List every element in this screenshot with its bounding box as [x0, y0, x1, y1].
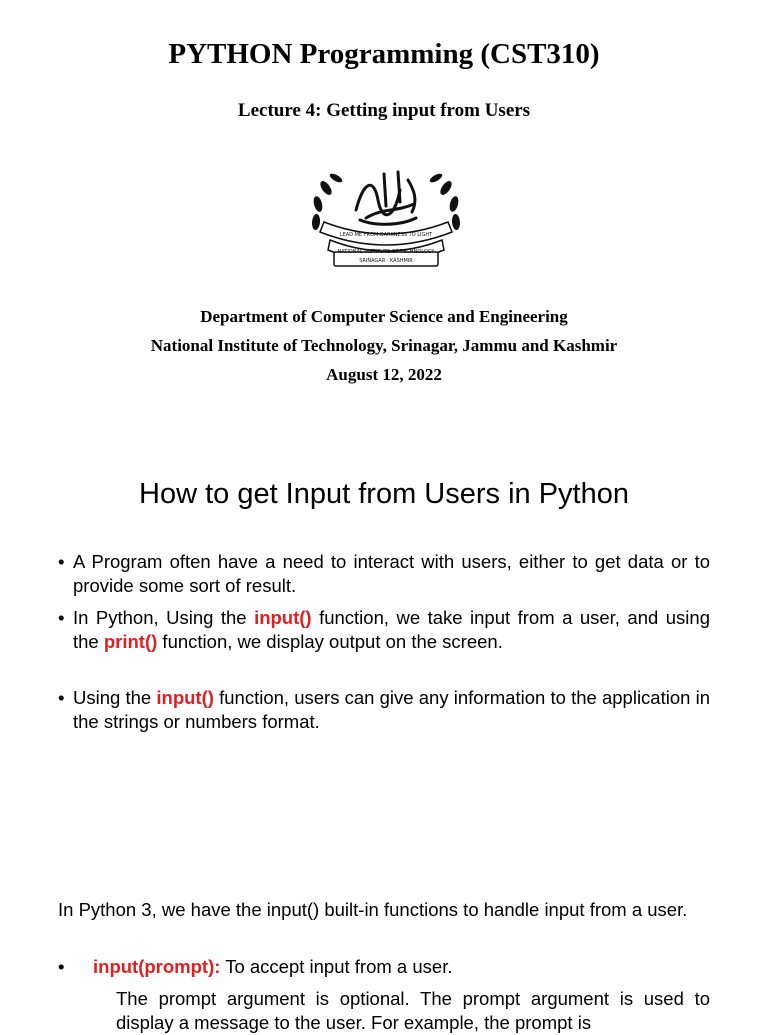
input-function-highlight: input(): [254, 607, 312, 628]
list-item: • In Python, Using the input() function, we take input from a user, and using the print() function, we display output on the screen.: [58, 606, 710, 654]
list-item: • Using the input() function, users can give any information to the application in the strings or numbers format.: [58, 686, 710, 734]
slide-title: How to get Input from Users in Python: [139, 478, 629, 510]
input-function-highlight: input(): [156, 687, 214, 708]
bullet-dot: •: [58, 956, 65, 977]
lecture-subtitle: Lecture 4: Getting input from Users: [237, 100, 531, 121]
nit-srinagar-emblem-icon: [304, 160, 468, 272]
lecture-date: August 12, 2022: [326, 365, 442, 384]
input-prompt-highlight: input(prompt):: [93, 956, 221, 977]
bullet-list: [58, 550, 710, 742]
svg-text:SRINAGAR · KASHMIR: SRINAGAR · KASHMIR: [359, 258, 413, 264]
course-title: PYTHON Programming (CST310): [168, 38, 600, 70]
title-slide: [0, 0, 768, 420]
input-builtin-slide: In Python 3, we have the input() built-in functions to handle input from a user. • input(prompt): To accept input from a user. The prompt argument is optional. The prompt argument is used to display a message to the user. For example, the prompt is: [58, 899, 710, 1033]
department-name: Department of Computer Science and Engineering: [200, 307, 568, 326]
svg-text:NATIONAL INSTITUTE OF TECHNOLO: NATIONAL INSTITUTE OF TECHNOLOGY: [337, 249, 435, 255]
prompt-description: The prompt argument is optional. The prompt argument is used to display a message to the user. For example, the prompt is: [116, 988, 710, 1033]
institute-name: National Institute of Technology, Srinagar, Jammu and Kashmir: [150, 336, 618, 355]
intro-paragraph: In Python 3, we have the input() built-in functions to handle input from a user.: [58, 899, 688, 920]
svg-text:LEAD ME FROM DARKNESS TO LIGHT: LEAD ME FROM DARKNESS TO LIGHT: [339, 232, 433, 238]
list-item: • A Program often have a need to interact with users, either to get data or to provide some sort of result.: [58, 550, 710, 598]
print-function-highlight: print(): [103, 631, 158, 652]
